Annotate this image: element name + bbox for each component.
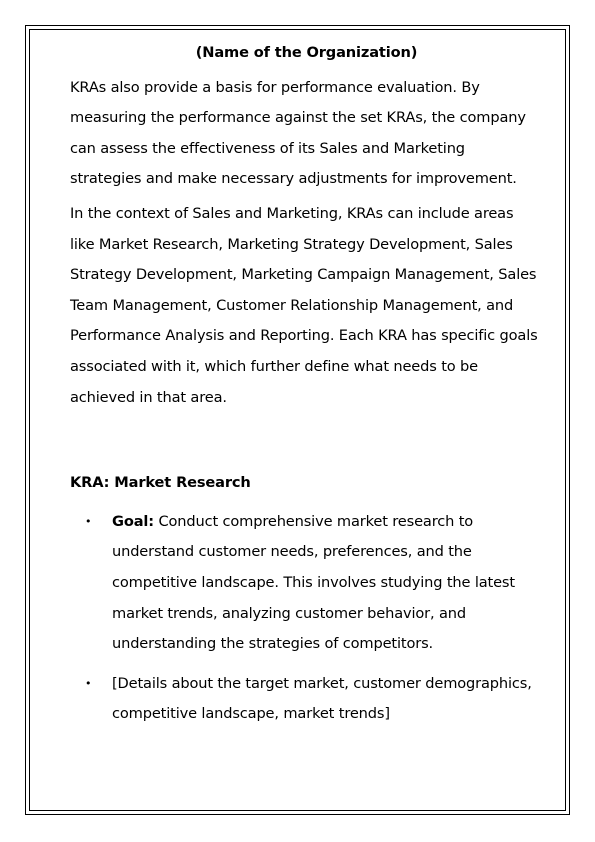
paragraph-sales-marketing-context: In the context of Sales and Marketing, KRAs can include areas like Market Research, Marketing Strategy Development, Sales Strategy Development, Marketing Campaign Management, Sales Team Management, Customer Relationship Management, and Performance Analysis and Reporting. Each KRA has specific goals associated with it, which further define what needs to be achieved in that area. [70, 204, 538, 406]
section-heading-market-research: KRA: Market Research [70, 474, 251, 492]
bullet-icon: • [85, 676, 92, 690]
paragraph-performance-evaluation: KRAs also provide a basis for performance evaluation. By measuring the performance against the set KRAs, the company can assess the effectiveness of its Sales and Marketing strategies and make necessary adjustments for improvement. [70, 78, 526, 188]
document-body [70, 38, 538, 730]
goal-label: Goal: [112, 512, 154, 530]
bullet-icon: • [85, 514, 92, 528]
list-item-goal [70, 507, 538, 660]
market-research-bullet-list [70, 507, 538, 730]
list-item-details-placeholder [70, 669, 538, 730]
details-placeholder-text: [Details about the target market, customer demographics, competitive landscape, market trends] [112, 674, 532, 723]
organization-name: (Name of the Organization) [195, 44, 418, 61]
goal-text: Conduct comprehensive market research to understand customer needs, preferences, and the competitive landscape. This involves studying the latest market trends, analyzing customer behavior, and understanding the strategies of competitors. [112, 512, 515, 653]
